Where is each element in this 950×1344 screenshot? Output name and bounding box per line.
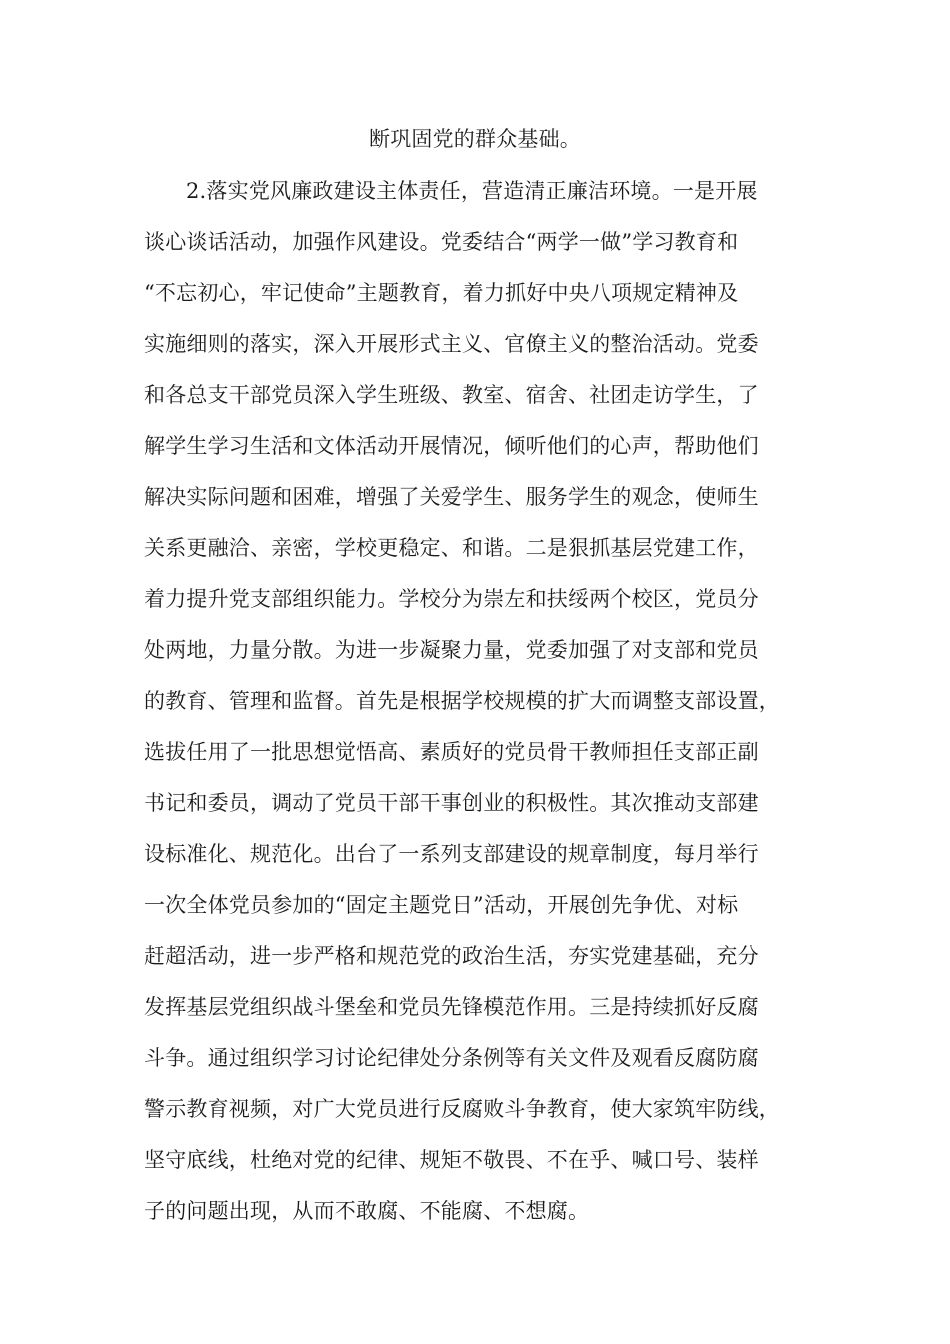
text-line-continuation: 断巩固党的群众基础。 bbox=[369, 127, 581, 151]
text-line: 警示教育视频，对广大党员进行反腐败斗争教育，使大家筑牢防线， bbox=[144, 1097, 780, 1121]
text-line: 关系更融洽、亲密，学校更稳定、和谐。二是狠抓基层党建工作， bbox=[144, 536, 759, 560]
text-line: 解学生学习生活和文体活动开展情况，倾听他们的心声，帮助他们 bbox=[144, 434, 759, 458]
text-line-paragraph-end: 子的问题出现，从而不敢腐、不能腐、不想腐。 bbox=[144, 1199, 590, 1223]
text-line: 坚守底线，杜绝对党的纪律、规矩不敬畏、不在乎、喊口号、装样 bbox=[144, 1148, 759, 1172]
text-line: 和各总支干部党员深入学生班级、教室、宿舍、社团走访学生，了 bbox=[144, 383, 759, 407]
text-line-item-2-start: 2.落实党风廉政建设主体责任，营造清正廉洁环境。一是开展 bbox=[186, 179, 758, 203]
text-line: 斗争。通过组织学习讨论纪律处分条例等有关文件及观看反腐防腐 bbox=[144, 1046, 759, 1070]
text-line: 设标准化、规范化。出台了一系列支部建设的规章制度，每月举行 bbox=[144, 842, 759, 866]
text-line: 谈心谈话活动，加强作风建设。党委结合“两学一做”学习教育和 bbox=[144, 230, 739, 254]
text-line: 选拔任用了一批思想觉悟高、素质好的党员骨干教师担任支部正副 bbox=[144, 740, 759, 764]
text-line: 实施细则的落实，深入开展形式主义、官僚主义的整治活动。党委 bbox=[144, 332, 759, 356]
text-line: 解决实际问题和困难，增强了关爱学生、服务学生的观念，使师生 bbox=[144, 485, 759, 509]
text-line: 发挥基层党组织战斗堡垒和党员先锋模范作用。三是持续抓好反腐 bbox=[144, 995, 759, 1019]
text-line: 一次全体党员参加的“固定主题党日”活动，开展创先争优、对标 bbox=[144, 893, 739, 917]
text-line: “不忘初心，牢记使命”主题教育，着力抓好中央八项规定精神及 bbox=[144, 281, 739, 305]
text-line: 赶超活动，进一步严格和规范党的政治生活，夯实党建基础，充分 bbox=[144, 944, 759, 968]
text-line: 着力提升党支部组织能力。学校分为崇左和扶绥两个校区，党员分 bbox=[144, 587, 759, 611]
text-line: 处两地，力量分散。为进一步凝聚力量，党委加强了对支部和党员 bbox=[144, 638, 759, 662]
text-line: 的教育、管理和监督。首先是根据学校规模的扩大而调整支部设置， bbox=[144, 689, 780, 713]
text-line: 书记和委员，调动了党员干部干事创业的积极性。其次推动支部建 bbox=[144, 791, 759, 815]
